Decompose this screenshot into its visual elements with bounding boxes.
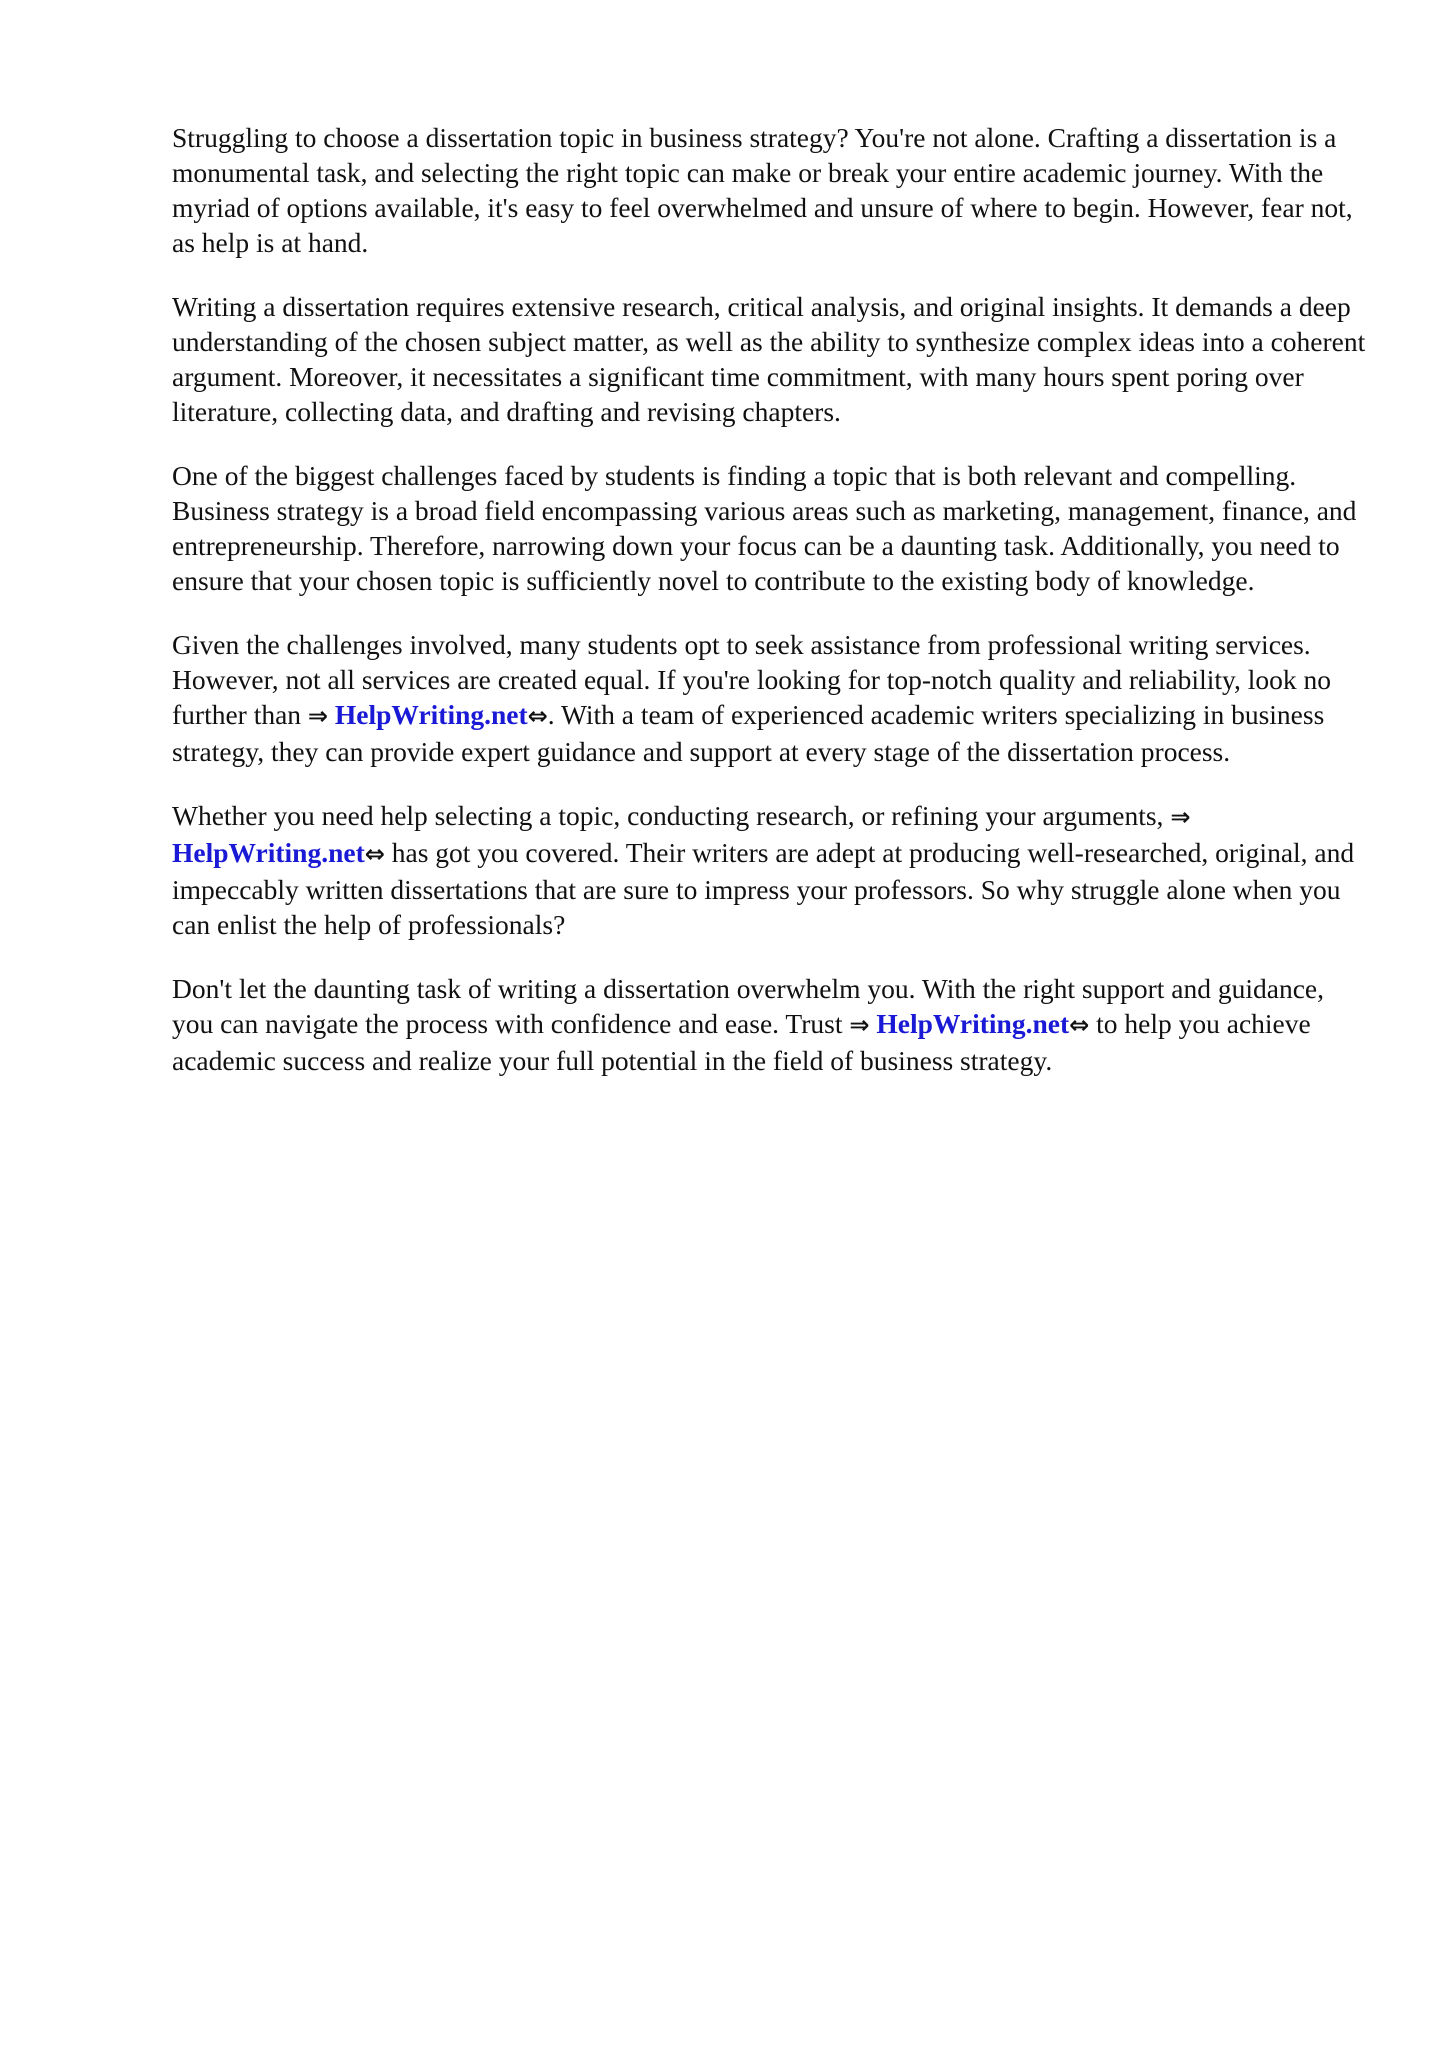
paragraph-conclusion [172,971,1367,1078]
paragraph-intro: Struggling to choose a dissertation topic in business strategy? You're not alone. Crafting a dissertation is a monumental task, and selecting the right topic can make or break your entire academic journey. With the myriad of options available, it's easy to feel overwhelmed and unsure of where to begin. However, fear not, as help is at hand. [172,122,1353,258]
double-arrow-icon: ⇔ [1069,1011,1090,1039]
right-arrow-icon: ⇒ [849,1011,870,1039]
paragraph-challenges: One of the biggest challenges faced by students is finding a topic that is both relevant and compelling. Business strategy is a broad field encompassing various areas such as marketing, management, finance, and entrepreneurship. Therefore, narrowing down your focus can be a daunting task. Additionally, you need to ensure that your chosen topic is sufficiently novel to contribute to the existing body of knowledge. [172,460,1357,596]
paragraph-help [172,798,1367,942]
paragraph-services-text-before: Given the challenges involved, many students opt to seek assistance from professional writing services. However, not all services are created equal. If you're looking for top-notch quality and reliability, look no further than [172,629,1331,730]
paragraph-help-text-after: has got you covered. Their writers are adept at producing well-researched, original, and impeccably written dissertations that are sure to impress your professors. So why struggle alone when you can enlist the help of professionals? [172,837,1355,940]
paragraph-requirements: Writing a dissertation requires extensive research, critical analysis, and original insights. It demands a deep understanding of the chosen subject matter, as well as the ability to synthesize complex ideas into a coherent argument. Moreover, it necessitates a significant time commitment, with many hours spent poring over literature, collecting data, and drafting and revising chapters. [172,291,1366,427]
helpwriting-link[interactable]: HelpWriting.net [172,837,365,868]
helpwriting-link[interactable]: HelpWriting.net [334,699,528,730]
paragraph-conclusion-text-after: to help you achieve academic success and realize your full potential in the field of business strategy. [172,1008,1311,1076]
double-arrow-icon: ⇔ [527,702,548,730]
document-body [172,120,1367,1107]
paragraph-services [172,627,1367,769]
helpwriting-link[interactable]: HelpWriting.net [876,1008,1070,1039]
right-arrow-icon: ⇒ [307,702,329,730]
right-arrow-icon: ⇒ [1170,803,1191,831]
paragraph-conclusion-text-before: Don't let the daunting task of writing a dissertation overwhelm you. With the right support and guidance, you can navigate the process with confidence and ease. Trust [172,973,1325,1039]
paragraph-help-text-before: Whether you need help selecting a topic, conducting research, or refining your arguments, [172,800,1171,831]
paragraph-services-text-after: . With a team of experienced academic writers specializing in business strategy, they can provide expert guidance and support at every stage of the dissertation process. [172,699,1325,767]
double-arrow-icon: ⇔ [364,840,385,868]
